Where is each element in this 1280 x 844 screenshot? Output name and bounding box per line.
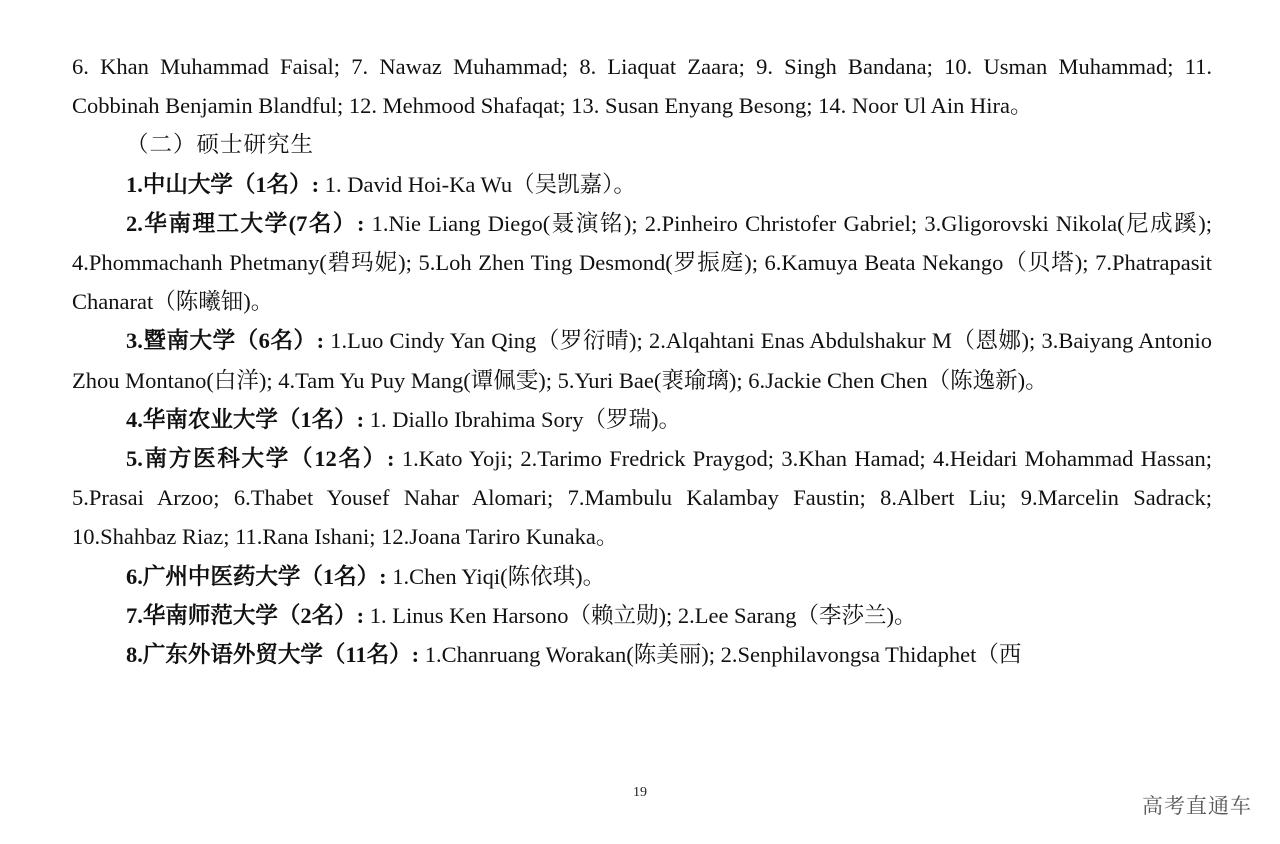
entry-text: 1.Kato Yoji; 2.Tarimo Fredrick Praygod; 3.Khan Hamad; 4.Heidari Mohammad Hassan; 5.Prasai Arzoo; 6.Thabet Yousef Nahar Alomari; 7.Mambulu Kalambay Faustin; 8.Albert Liu; 9.Marcelin Sadrack; 10.Shahbaz Riaz; 11.Rana Ishani; 12.Joana Tariro Kunaka。	[72, 446, 1212, 550]
entry-lead: 6.广州中医药大学（1名）:	[126, 563, 387, 589]
entry-text: 1. Linus Ken Harsono（赖立勋); 2.Lee Sarang（李莎兰)。	[364, 602, 917, 628]
entry-text: 1.Chen Yiqi(陈依琪)。	[386, 563, 606, 589]
entry-lead: 7.华南师范大学（2名）:	[126, 602, 365, 628]
entry-gdufs	[72, 635, 1212, 674]
page-number: 19	[633, 785, 647, 800]
entry-text: 1.Luo Cindy Yan Qing（罗衍晴); 2.Alqahtani Enas Abdulshakur M（恩娜); 3.Baiyang Antonio Zhou Montano(白洋); 4.Tam Yu Puy Mang(谭佩雯); 5.Yuri Bae(裵瑜璃); 6.Jackie Chen Chen（陈逸新)。	[72, 328, 1212, 393]
entry-lead: 2.华南理工大学(7名）:	[126, 210, 365, 236]
section-heading: （二）硕士研究生	[126, 132, 315, 158]
entry-lead: 1.中山大学（1名）:	[126, 171, 320, 197]
entry-lead: 4.华南农业大学（1名）:	[126, 406, 365, 432]
entry-text: 1. David Hoi-Ka Wu（吴凯嘉）。	[319, 171, 636, 197]
intro-paragraph: 6. Khan Muhammad Faisal; 7. Nawaz Muhammad; 8. Liaquat Zaara; 9. Singh Bandana; 10. Usman Muhammad; 11. Cobbinah Benjamin Blandful; 12. Mehmood Shafaqat; 13. Susan Enyang Besong; 14. Noor Ul Ain Hira。	[72, 54, 1212, 119]
entry-smu	[72, 439, 1212, 557]
watermark: 高考直通车	[1142, 794, 1252, 818]
entry-scnu	[72, 596, 1212, 635]
entry-lead: 5.南方医科大学（12名）:	[126, 446, 395, 472]
entry-lead: 3.暨南大学（6名）:	[126, 328, 325, 354]
entry-lead: 8.广东外语外贸大学（11名）:	[126, 642, 420, 668]
entry-gzucm	[72, 557, 1212, 596]
entry-zhongshan-university	[72, 165, 1212, 204]
entry-jinan-university	[72, 321, 1212, 399]
entry-scut	[72, 204, 1212, 322]
entry-text: 1.Nie Liang Diego(聂演铭); 2.Pinheiro Christofer Gabriel; 3.Gligorovski Nikola(尼成蹊); 4.Phommachanh Phetmany(碧玛妮); 5.Loh Zhen Ting Desmond(罗振庭); 6.Kamuya Beata Nekango（贝塔); 7.Phatrapasit Chanarat（陈曦钿)。	[72, 210, 1212, 315]
entry-text: 1.Chanruang Worakan(陈美丽); 2.Senphilavongsa Thidaphet（西	[419, 642, 1022, 668]
document-page	[72, 47, 1212, 674]
entry-scau	[72, 400, 1212, 439]
entry-text: 1. Diallo Ibrahima Sory（罗瑞)。	[364, 406, 681, 432]
